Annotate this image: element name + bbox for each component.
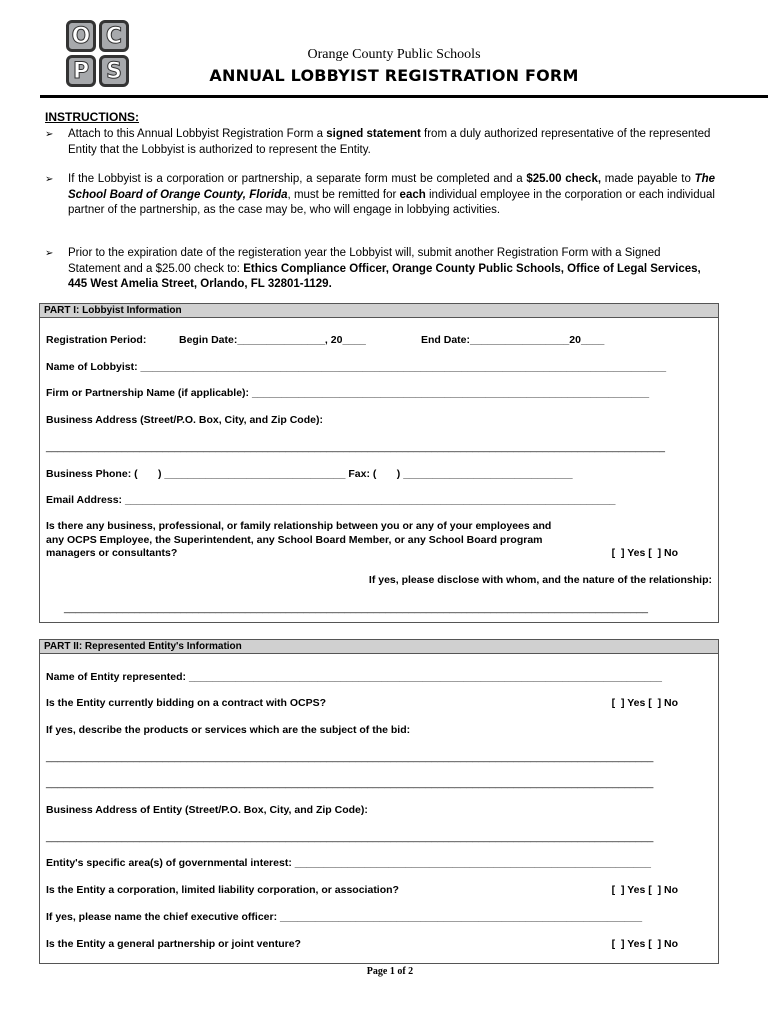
begin-date-field[interactable]: Begin Date:_______________, 20____ xyxy=(179,334,366,346)
entity-name-field[interactable]: Name of Entity represented: _________________________________________________________________________________ xyxy=(46,671,662,683)
part-2-title: PART II: Represented Entity's Information xyxy=(40,640,718,654)
arrow-bullet-icon: ➢ xyxy=(45,129,54,140)
lobbyist-name-field[interactable]: Name of Lobbyist: __________________________________________________________________________________________ xyxy=(46,361,667,373)
registration-period-label: Registration Period: xyxy=(46,334,147,346)
partnership-yes-no[interactable]: [ ] Yes [ ] No xyxy=(611,938,678,950)
instruction-1-bold: signed statement xyxy=(326,128,421,140)
instruction-2-text-end: individual employee in the corporation or each individual partner of the partnership, as the case may be, who will engage in lobbying activities. xyxy=(68,188,715,216)
partnership-question: Is the Entity a general partnership or joint venture? xyxy=(46,938,301,950)
business-address-field[interactable]: __________________________________________________________________________________________________________ xyxy=(46,441,665,453)
bid-description-line-2[interactable]: ________________________________________________________________________________________________________ xyxy=(46,777,654,789)
bid-description-line-1[interactable]: ________________________________________________________________________________________________________ xyxy=(46,751,654,763)
disclose-field[interactable]: ____________________________________________________________________________________________________ xyxy=(64,602,648,614)
instruction-2 xyxy=(45,172,715,219)
page-number: Page 1 of 2 xyxy=(366,966,414,977)
bidding-question: Is the Entity currently bidding on a contract with OCPS? xyxy=(46,697,327,709)
part-2-represented-entity xyxy=(39,639,719,964)
logo-letter-p: P xyxy=(66,55,96,87)
corporation-question: Is the Entity a corporation, limited liability corporation, or association? xyxy=(46,884,399,896)
governmental-interest-field[interactable]: Entity's specific area(s) of governmental interest: _____________________________________________________________ xyxy=(46,857,651,869)
ceo-name-field[interactable]: If yes, please name the chief executive officer: ______________________________________________________________ xyxy=(46,911,643,923)
logo-letter-s: S xyxy=(99,55,129,87)
instruction-1-text-end: from a duly authorized representative of the represented Entity that the Lobbyist is authorized to represent the Entity. xyxy=(68,128,711,156)
firm-name-field[interactable]: Firm or Partnership Name (if applicable): ____________________________________________________________________ xyxy=(46,387,650,399)
instruction-3-text: Prior to the expiration date of the registeration year the Lobbyist will, submit another Registration Form with a Signed Statement and a $25.00 check to: xyxy=(68,247,661,275)
form-title: ANNUAL LOBBYIST REGISTRATION FORM xyxy=(209,66,579,85)
instruction-2-payee: The School Board of Orange County, Florida xyxy=(68,173,716,201)
instruction-2-each: each xyxy=(399,188,426,201)
instruction-3-address: Ethics Compliance Officer, Orange County Public Schools, Office of Legal Services, 445 West Amelia Street, Orlando, FL 32801-1129. xyxy=(68,262,701,290)
bid-description-label: If yes, describe the products or services which are the subject of the bid: xyxy=(46,724,411,736)
org-name: Orange County Public Schools xyxy=(307,47,481,62)
instructions-heading: INSTRUCTIONS: xyxy=(45,110,139,124)
relationship-yes-no[interactable]: [ ] Yes [ ] No xyxy=(611,547,678,559)
disclose-label: If yes, please disclose with whom, and the nature of the relationship: xyxy=(368,574,712,586)
header-rule xyxy=(40,95,768,98)
relationship-question-line-1: Is there any business, professional, or family relationship between you or any of your employees and xyxy=(46,520,552,532)
instruction-2-check: $25.00 check, xyxy=(526,173,602,185)
email-address-field[interactable]: Email Address: ____________________________________________________________________________________ xyxy=(46,494,616,506)
instruction-2-text: If the Lobbyist is a corporation or partnership, a separate form must be completed and a xyxy=(68,173,527,185)
relationship-question-line-3: managers or consultants? xyxy=(46,547,178,559)
instruction-1 xyxy=(45,127,715,158)
arrow-bullet-icon: ➢ xyxy=(45,248,54,259)
instruction-3 xyxy=(45,246,715,293)
instruction-2-text-mid2: , must be remitted for xyxy=(287,188,400,201)
business-address-label: Business Address (Street/P.O. Box, City, and Zip Code): xyxy=(46,414,323,426)
corporation-yes-no[interactable]: [ ] Yes [ ] No xyxy=(611,884,678,896)
part-1-title: PART I: Lobbyist Information xyxy=(40,304,718,318)
logo-letter-o: O xyxy=(66,20,96,52)
logo-letter-c: C xyxy=(99,20,129,52)
business-phone-fax-field[interactable]: Business Phone: ( ) _______________________________ Fax: ( ) _____________________________ xyxy=(46,468,573,480)
entity-address-label: Business Address of Entity (Street/P.O. Box, City, and Zip Code): xyxy=(46,804,368,816)
instruction-1-text: Attach to this Annual Lobbyist Registration Form a xyxy=(68,128,327,140)
instruction-2-text-mid: made payable to xyxy=(601,173,695,185)
bidding-yes-no[interactable]: [ ] Yes [ ] No xyxy=(611,697,678,709)
relationship-question-line-2: any OCPS Employee, the Superintendent, any School Board Member, or any School Board program xyxy=(46,534,543,546)
arrow-bullet-icon: ➢ xyxy=(45,174,54,185)
end-date-field[interactable]: End Date:_________________20____ xyxy=(421,334,605,346)
part-1-lobbyist-information xyxy=(39,303,719,623)
entity-address-field[interactable]: ________________________________________________________________________________________________________ xyxy=(46,831,654,843)
